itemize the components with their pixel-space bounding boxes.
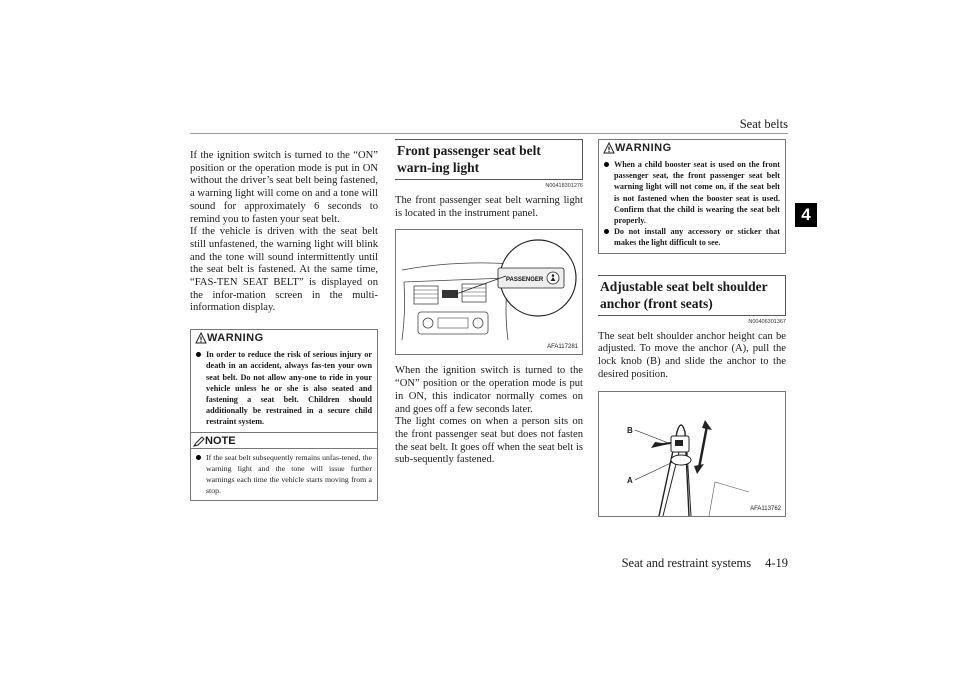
section-title-shoulder-anchor: Adjustable seat belt shoulder anchor (front seats) [598, 275, 786, 316]
instrument-panel-illustration [396, 230, 582, 354]
col1-paragraph-1: If the ignition switch is turned to the “ON” position or the operation mode is put in ON without the driver’s seat belt being fastened, a warning light will come on and a tone will sound for approximately 6 seconds to remind you to fasten your seat belt. [190, 150, 378, 225]
chapter-tab: 4 [795, 203, 817, 227]
warning-triangle-icon [603, 142, 615, 154]
warning-header [599, 140, 785, 156]
page-header-title: Seat belts [739, 117, 788, 131]
page-footer [622, 556, 788, 571]
col2-paragraph-2: When the ignition switch is turned to the “ON” position or the operation mode is put in ON, this indicator normally comes on and goes off a few seconds later. [395, 365, 583, 415]
figure-id: AFA117281 [547, 344, 578, 351]
warning-box-2 [598, 139, 786, 254]
col2-paragraph-1: The front passenger seat belt warning light is located in the instrument panel. [395, 195, 583, 219]
shoulder-anchor-figure [598, 391, 786, 517]
column-2 [395, 139, 583, 467]
warning-label: WARNING [615, 142, 672, 154]
section-code: N00406301367 [748, 318, 786, 325]
col1-paragraph-2: If the vehicle is driven with the seat belt still unfastened, the warning light will blink and the tone will sound intermittently until the seat belt is fastened. At the same time, “FAS-TEN SEAT BELT” is displayed on the infor-mation screen in the multi-information display. [190, 226, 378, 314]
warning-header [191, 330, 377, 346]
section-title-passenger-warning-light: Front passenger seat belt warn-ing light [395, 139, 583, 180]
figure-id: AFA113762 [750, 506, 781, 513]
note-box [190, 433, 378, 501]
warning-item: In order to reduce the risk of serious injury or death in an accident, always fas-ten your own seat belt. Do not allow any-one to ride in your vehicle unless he or she is also seated and fastening a seat belt. Children should additionally be restrained in a secure child restraint system. [196, 349, 372, 427]
column-3 [598, 139, 786, 517]
instrument-panel-figure [395, 229, 583, 355]
warning-triangle-icon [195, 332, 207, 344]
note-label: NOTE [205, 434, 236, 447]
note-item: If the seat belt subsequently remains unfas-tened, the warning light and the tone will issue further warnings each time the vehicle starts moving from a stop. [196, 452, 372, 496]
section-code: N00418301276 [545, 183, 583, 189]
column-1 [190, 150, 378, 501]
header-rule [190, 133, 788, 134]
page-number: 4-19 [765, 556, 788, 570]
note-pencil-icon [193, 435, 205, 447]
note-header [191, 433, 377, 449]
col3-paragraph-1: The seat belt shoulder anchor height can be adjusted. To move the anchor (A), pull the lock knob (B) and slide the anchor to the desired position. [598, 330, 786, 380]
shoulder-anchor-illustration [599, 392, 785, 516]
warning-label: WARNING [207, 332, 264, 345]
col2-paragraph-3: The light comes on when a person sits on the front passenger seat but does not fasten the seat belt. It goes off when the seat belt is sub-sequently fastened. [395, 416, 583, 466]
warning-item-2: Do not install any accessory or sticker that makes the light difficult to see. [604, 226, 780, 248]
footer-section: Seat and restraint systems [621, 556, 752, 570]
warning-box-1 [190, 329, 378, 432]
passenger-label: PASSENGER [506, 277, 544, 284]
label-b: B [627, 426, 633, 436]
warning-item-1: When a child booster seat is used on the front passenger seat, the front passenger seat belt warning light will not come on, if the seat belt is not fastened when the booster seat is used. Confirm that the child is wearing the seat belt properly. [604, 159, 780, 226]
label-a: A [627, 476, 633, 486]
